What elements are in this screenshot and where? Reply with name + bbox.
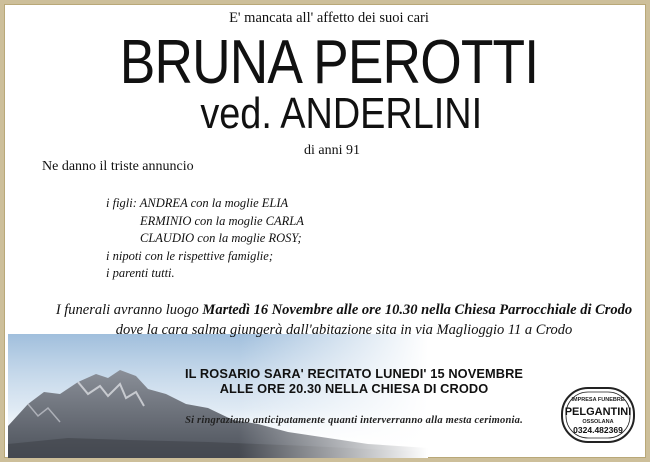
stamp-phone: 0324.482369: [573, 425, 623, 435]
intro-text: E' mancata all' affetto dei suoi cari: [229, 10, 429, 26]
rosary-info: [144, 366, 564, 396]
funeral-details: [54, 300, 634, 340]
family-line: i parenti tutti.: [106, 266, 175, 280]
deceased-name: BRUNA PEROTTI: [119, 28, 539, 97]
announcement-text: Ne danno il triste annuncio: [42, 159, 194, 174]
stamp-name: PELGANTINI: [564, 406, 632, 418]
rosary-line: ALLE ORE 20.30 NELLA CHIESA DI CRODO: [219, 381, 489, 396]
mountain-landscape-image: [8, 334, 428, 458]
funeral-home-stamp: [560, 386, 636, 444]
funeral-text-part3: dove la cara salma giungerà dall'abitazione sita in via Maglioggio 11 a Crodo: [115, 322, 573, 338]
funeral-date-place: Martedì 16 Novembre alle ore 10.30 nella Chiesa Parrocchiale di Crodo: [202, 302, 633, 318]
funeral-text-part1: I funerali avranno luogo: [55, 302, 203, 318]
stamp-top-text: IMPRESA FUNEBRE: [571, 397, 625, 403]
thanks-text: Si ringraziano anticipatamente quanti interverranno alla mesta cerimonia.: [185, 415, 523, 426]
family-line: i nipoti con le rispettive famiglie;: [106, 248, 273, 263]
stamp-place: OSSOLANA: [582, 419, 614, 425]
family-line: CLAUDIO con la moglie ROSY;: [140, 231, 302, 245]
widow-of: ved. ANDERLINI: [200, 89, 483, 138]
rosary-line: IL ROSARIO SARA' RECITATO LUNEDI' 15 NOVEMBRE: [184, 366, 524, 381]
age-text: di anni 91: [304, 143, 360, 158]
family-list: [106, 195, 304, 283]
family-line: ERMINIO con la moglie CARLA: [140, 213, 304, 228]
family-line: i figli: ANDREA con la moglie ELIA: [106, 196, 289, 210]
